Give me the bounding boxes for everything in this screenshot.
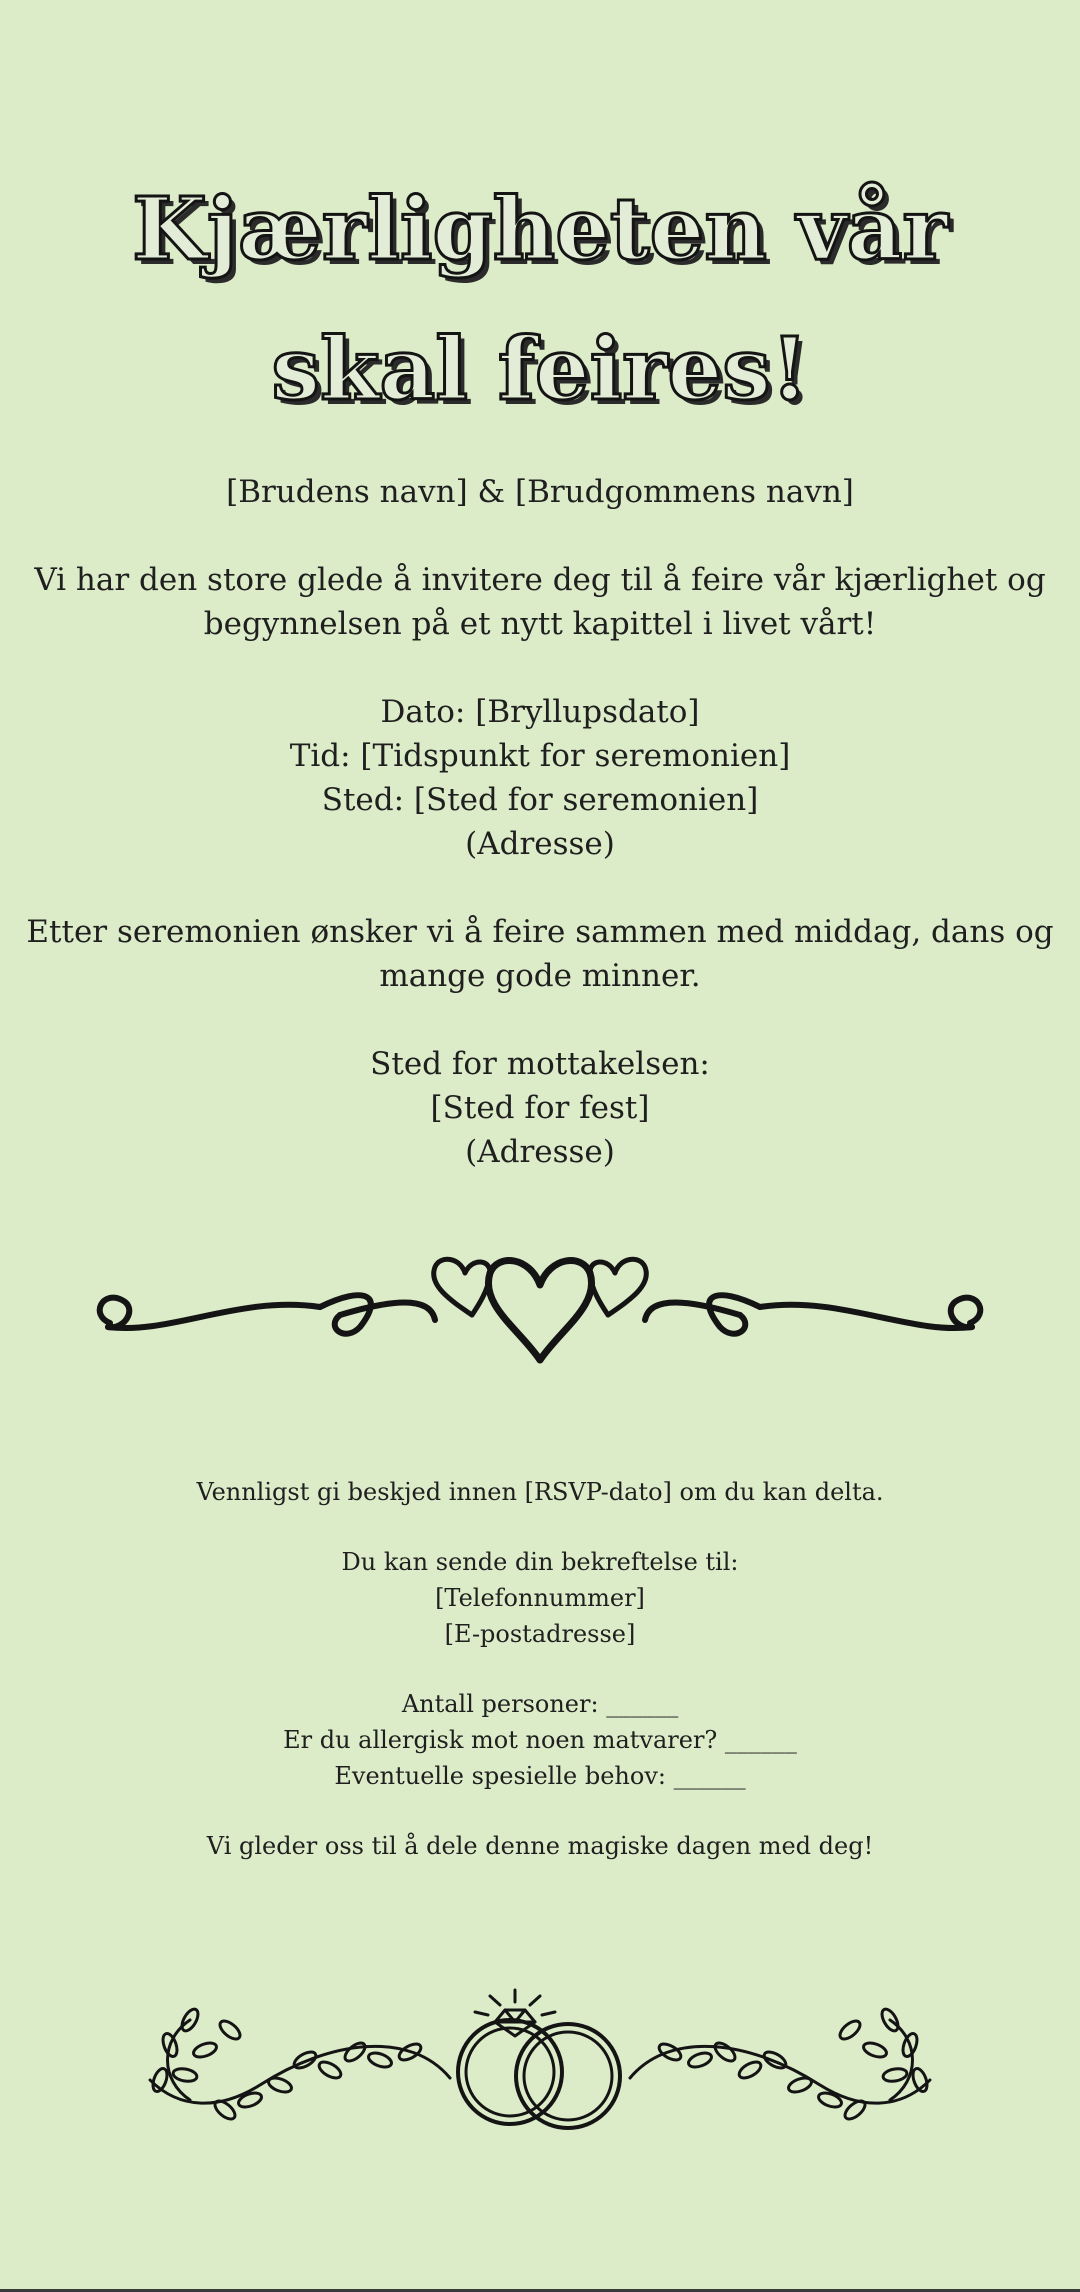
reception-address: (Adresse)	[465, 1134, 615, 1170]
rsvp-email: [E-postadresse]	[444, 1620, 636, 1648]
wedding-rings-laurel-icon	[130, 1960, 950, 2140]
after-ceremony-line1: Etter seremonien ønsker vi å feire sammen med middag, dans og	[26, 914, 1054, 950]
couple-names: [Brudens navn] & [Brudgommens navn]	[226, 474, 854, 510]
rsvp-deadline: Vennligst gi beskjed innen [RSVP-dato] om du kan delta.	[196, 1478, 884, 1506]
rsvp-needs: Eventuelle spesielle behov: ______	[334, 1762, 746, 1790]
invitation-details	[20, 470, 1060, 1174]
intro-text-line1: Vi har den store glede å invitere deg til å feire vår kjærlighet og	[34, 562, 1046, 598]
rsvp-closing: Vi gleder oss til å dele denne magiske dagen med deg!	[206, 1832, 874, 1860]
ceremony-time: Tid: [Tidspunkt for seremonien]	[289, 738, 791, 774]
rsvp-people: Antall personer: ______	[401, 1690, 679, 1718]
rsvp-send-to: Du kan sende din bekreftelse til:	[341, 1548, 739, 1576]
after-ceremony-line2: mange gode minner.	[379, 958, 701, 994]
ceremony-address: (Adresse)	[465, 826, 615, 862]
rsvp-allergy: Er du allergisk mot noen matvarer? ______	[283, 1726, 797, 1754]
hearts-flourish-divider-icon	[90, 1245, 990, 1375]
intro-text-line2: begynnelsen på et nytt kapittel i livet vårt!	[203, 606, 877, 642]
ceremony-date: Dato: [Bryllupsdato]	[380, 694, 700, 730]
invitation-title: Kjærligheten vår skal feires!	[132, 179, 948, 420]
ceremony-place: Sted: [Sted for seremonien]	[321, 782, 759, 818]
rsvp-section	[20, 1474, 1060, 1864]
rsvp-phone: [Telefonnummer]	[435, 1584, 645, 1612]
reception-place: [Sted for fest]	[430, 1090, 650, 1126]
reception-label: Sted for mottakelsen:	[370, 1046, 710, 1082]
